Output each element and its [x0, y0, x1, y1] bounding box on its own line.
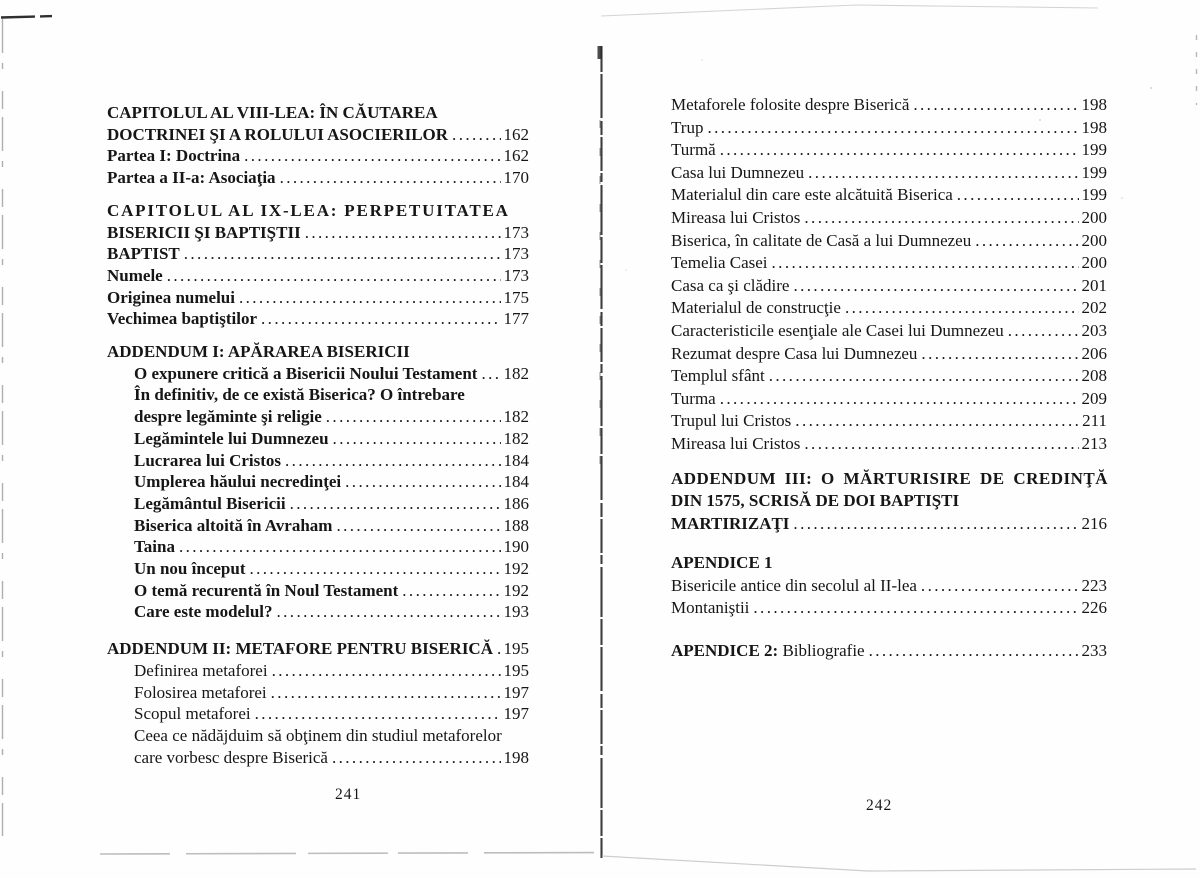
dot-leader — [272, 660, 501, 682]
toc-section — [671, 468, 1107, 536]
toc-section — [671, 552, 1107, 620]
bottom-left-page-edge — [100, 853, 599, 855]
toc-entry — [107, 167, 529, 189]
toc-entry-page: 208 — [1081, 366, 1107, 386]
toc-entry-title: Materialul din care este alcătuită Biserica — [671, 185, 953, 205]
dot-leader — [1008, 320, 1079, 343]
dot-leader — [913, 94, 1078, 117]
toc-entry — [671, 162, 1107, 185]
toc-entry-page: 202 — [1081, 298, 1107, 318]
toc-entry-page: 206 — [1081, 343, 1107, 363]
toc-entry-title: CAPITOLUL AL IX-LEA: PERPETUITATEA — [107, 200, 510, 220]
toc-entry — [107, 124, 529, 146]
toc-entry-page: 173 — [503, 222, 529, 242]
dot-leader — [285, 450, 500, 472]
dot-leader — [793, 513, 1078, 536]
toc-entry — [107, 493, 529, 515]
toc-entry-title: Biserica altoită în Avraham — [134, 515, 333, 535]
dot-leader — [845, 297, 1079, 320]
toc-entry-title: Definirea metaforei — [134, 660, 268, 680]
scan-speck — [701, 59, 703, 61]
toc-entry — [671, 575, 1107, 598]
dot-leader — [772, 252, 1079, 275]
toc-entry — [107, 580, 529, 602]
dot-leader — [921, 343, 1078, 366]
toc-entry-page: 213 — [1081, 433, 1107, 453]
toc-entry — [671, 552, 1107, 575]
dot-leader — [753, 597, 1078, 620]
toc-right-page-content — [671, 94, 1107, 663]
toc-entry — [671, 468, 1107, 491]
dot-leader — [869, 640, 1079, 663]
toc-entry-page: 209 — [1081, 388, 1107, 408]
toc-entry-title: Originea numelui — [107, 287, 235, 307]
toc-entry-title: APENDICE 1 — [671, 553, 773, 573]
toc-entry-page: 190 — [503, 537, 529, 557]
toc-entry — [107, 515, 529, 537]
toc-entry — [671, 597, 1107, 620]
toc-entry — [671, 513, 1107, 536]
toc-section — [671, 640, 1107, 663]
toc-entry-title: DIN 1575, SCRISĂ DE DOI BAPTIŞTI — [671, 491, 960, 511]
toc-entry — [671, 433, 1107, 456]
gutter-top-mark — [598, 46, 603, 59]
toc-entry-page: 198 — [1081, 117, 1107, 137]
toc-entry-title: BAPTIST — [107, 244, 180, 264]
toc-entry — [107, 703, 529, 725]
toc-entry-page: 197 — [503, 682, 529, 702]
toc-entry-page: 199 — [1081, 140, 1107, 160]
toc-entry — [107, 341, 529, 363]
toc-entry-page: 199 — [1081, 185, 1107, 205]
toc-entry-page: 223 — [1081, 575, 1107, 595]
toc-entry-page: 200 — [1081, 253, 1107, 273]
toc-entry-title: Templul sfânt — [671, 366, 765, 386]
toc-entry-title: ADDENDUM III: O MĂRTURISIRE DE CREDINŢĂ — [671, 468, 1109, 488]
toc-entry — [671, 184, 1107, 207]
dot-leader — [481, 363, 500, 385]
dot-leader — [452, 124, 500, 146]
top-right-page-edge — [601, 5, 1098, 16]
toc-entry — [107, 536, 529, 558]
toc-entry — [107, 265, 529, 287]
toc-entry-page: 173 — [503, 244, 529, 264]
dot-leader — [179, 536, 501, 558]
top-left-edge-line — [1, 16, 54, 18]
toc-entry — [671, 343, 1107, 366]
toc-entry-page: 182 — [503, 428, 529, 448]
toc-entry-page: 173 — [503, 265, 529, 285]
dot-leader — [244, 145, 500, 167]
toc-entry-title: DOCTRINEI ŞI A ROLULUI ASOCIERILOR — [107, 124, 449, 144]
dot-leader — [333, 428, 501, 450]
toc-entry-title: Casa lui Dumnezeu — [671, 162, 805, 182]
toc-entry — [107, 450, 529, 472]
toc-entry — [671, 490, 1107, 513]
dot-leader — [184, 243, 501, 265]
dot-leader — [255, 703, 501, 725]
toc-entry-title: MARTIRIZAŢI — [671, 513, 790, 533]
dot-leader — [720, 139, 1079, 162]
toc-entry-title: Taina — [134, 537, 175, 557]
toc-entry-page: 182 — [503, 363, 529, 383]
toc-entry-title: Bisericile antice din secolul al II-lea — [671, 575, 917, 595]
toc-entry-title: Partea a II-a: Asociaţia — [107, 168, 276, 188]
toc-entry-page: 195 — [503, 660, 529, 680]
page-number-right: 242 — [866, 797, 893, 814]
toc-entry-title: Ceea ce nădăjduim să obţinem din studiul metaforelor — [134, 725, 502, 745]
toc-entry-title: O temă recurentă în Noul Testament — [134, 580, 399, 600]
dot-leader — [808, 162, 1078, 185]
dot-leader — [720, 388, 1079, 411]
dot-leader — [402, 580, 500, 602]
dot-leader — [326, 406, 501, 428]
dot-leader — [239, 287, 501, 309]
toc-entry-title: ADDENDUM II: METAFORE PENTRU BISERICĂ — [107, 639, 493, 659]
toc-entry-title: Un nou început — [134, 559, 246, 579]
toc-entry-title: Biserica, în calitate de Casă a lui Dumnezeu — [671, 230, 972, 250]
toc-entry-title: Trup — [671, 117, 704, 137]
toc-entry-page: 188 — [503, 515, 529, 535]
toc-entry — [107, 363, 529, 385]
toc-entry — [671, 388, 1107, 411]
bottom-right-page-edge — [602, 856, 1196, 871]
toc-entry-title: Numele — [107, 265, 163, 285]
toc-entry-page: 162 — [503, 146, 529, 166]
toc-entry-title: Mireasa lui Cristos — [671, 207, 801, 227]
dot-leader — [769, 365, 1079, 388]
toc-entry-page: 186 — [503, 493, 529, 513]
toc-entry-title: ADDENDUM I: APĂRAREA BISERICII — [107, 342, 410, 362]
dot-leader — [921, 575, 1079, 598]
toc-entry — [107, 102, 529, 124]
toc-entry-title: Casa ca şi clădire — [671, 275, 790, 295]
toc-entry-title: Care este modelul? — [134, 602, 273, 622]
toc-entry-title: O expunere critică a Bisericii Noului Testament — [134, 363, 478, 383]
toc-entry-title: Rezumat despre Casa lui Dumnezeu — [671, 343, 918, 363]
toc-entry-page: 203 — [1081, 320, 1107, 340]
toc-entry — [107, 747, 529, 769]
toc-entry — [107, 384, 529, 406]
toc-entry — [107, 725, 529, 747]
toc-entry-page: 226 — [1081, 598, 1107, 618]
toc-entry-page: 192 — [503, 559, 529, 579]
toc-entry — [107, 638, 529, 660]
toc-entry-title: Montaniştii — [671, 598, 750, 618]
toc-entry-title: Mireasa lui Cristos — [671, 433, 801, 453]
toc-entry-page: 184 — [503, 450, 529, 470]
toc-entry-page: 182 — [503, 407, 529, 427]
dot-leader — [795, 410, 1079, 433]
toc-entry-title-prefix: APENDICE 2: — [671, 641, 779, 661]
toc-entry-page: 201 — [1081, 275, 1107, 295]
toc-entry-title: Vechimea baptiştilor — [107, 309, 258, 329]
toc-entry-title: despre legăminte şi religie — [134, 407, 322, 427]
toc-entry-page: 192 — [503, 580, 529, 600]
page-number-left: 241 — [335, 786, 362, 803]
dot-leader — [305, 222, 501, 244]
toc-entry-page: 175 — [503, 287, 529, 307]
dot-leader — [336, 515, 500, 537]
toc-entry-title: Folosirea metaforei — [134, 682, 267, 702]
toc-entry-page: 177 — [503, 309, 529, 329]
toc-entry-page: 198 — [1081, 95, 1107, 114]
toc-entry-title: Temelia Casei — [671, 253, 768, 273]
dot-leader — [290, 493, 501, 515]
dot-leader — [707, 117, 1078, 140]
toc-entry-title: Trupul lui Cristos — [671, 411, 792, 431]
dot-leader — [280, 167, 501, 189]
toc-entry — [671, 275, 1107, 298]
toc-entry — [671, 139, 1107, 162]
toc-entry — [671, 640, 1107, 663]
toc-entry-page: 184 — [503, 472, 529, 492]
toc-section — [107, 102, 529, 189]
toc-entry — [671, 320, 1107, 343]
toc-entry — [671, 297, 1107, 320]
dot-leader — [167, 265, 501, 287]
dot-leader — [804, 207, 1078, 230]
toc-entry-page: 233 — [1081, 641, 1107, 661]
toc-entry-page: 211 — [1082, 411, 1107, 431]
toc-entry-title: BISERICII ŞI BAPTIŞTII — [107, 222, 301, 242]
toc-entry-title: Umplerea hăului necredinţei — [134, 472, 342, 492]
toc-entry-title: Materialul de construcţie — [671, 298, 841, 318]
toc-entry-page: 195 — [503, 639, 529, 659]
toc-entry — [107, 287, 529, 309]
toc-entry-page: 216 — [1081, 513, 1107, 533]
toc-entry-page: 200 — [1081, 230, 1107, 250]
toc-entry — [107, 145, 529, 167]
toc-entry — [107, 308, 529, 330]
dot-leader — [497, 638, 501, 660]
toc-entry-title: APENDICE 2: Bibliografie — [671, 641, 865, 661]
toc-entry — [107, 601, 529, 623]
toc-section — [107, 341, 529, 623]
dot-leader — [261, 308, 500, 330]
toc-entry — [671, 117, 1107, 140]
toc-entry — [107, 660, 529, 682]
toc-entry — [107, 558, 529, 580]
toc-entry-title: Legămintele lui Dumnezeu — [134, 428, 329, 448]
dot-leader — [957, 184, 1079, 207]
toc-entry-title: Turma — [671, 388, 716, 408]
toc-entry-title: Lucrarea lui Cristos — [134, 450, 282, 470]
scan-speck — [1150, 87, 1152, 89]
toc-entry — [671, 410, 1107, 433]
toc-entry — [671, 365, 1107, 388]
dot-leader — [793, 275, 1078, 298]
toc-section — [671, 94, 1107, 456]
dot-leader — [277, 601, 501, 623]
toc-entry — [107, 222, 529, 244]
dot-leader — [804, 433, 1078, 456]
toc-entry-title: CAPITOLUL AL VIII-LEA: ÎN CĂUTAREA — [107, 103, 438, 122]
toc-entry — [107, 428, 529, 450]
toc-entry-title: Metaforele folosite despre Biserică — [671, 95, 910, 114]
toc-entry — [107, 200, 529, 222]
toc-entry — [107, 243, 529, 265]
toc-entry-title: Scopul metaforei — [134, 704, 251, 724]
toc-entry-title: Turmă — [671, 140, 716, 160]
toc-entry-page: 199 — [1081, 162, 1107, 182]
dot-leader — [249, 558, 500, 580]
toc-entry — [671, 230, 1107, 253]
toc-entry-page: 193 — [503, 602, 529, 622]
toc-entry — [671, 94, 1107, 117]
toc-entry-page: 198 — [503, 747, 529, 767]
toc-entry — [107, 471, 529, 493]
dot-leader — [332, 747, 501, 769]
toc-entry — [107, 682, 529, 704]
toc-entry-page: 197 — [503, 704, 529, 724]
toc-left-page-content — [107, 102, 529, 768]
toc-entry-title: Partea I: Doctrina — [107, 146, 241, 166]
toc-entry-page: 200 — [1081, 207, 1107, 227]
toc-entry-page: 162 — [503, 124, 529, 144]
toc-entry — [107, 406, 529, 428]
toc-entry — [671, 207, 1107, 230]
scan-speck — [625, 269, 627, 271]
toc-entry — [671, 252, 1107, 275]
toc-entry-title: care vorbesc despre Biserică — [134, 747, 328, 767]
toc-entry-title: În definitiv, de ce există Biserica? O întrebare — [134, 385, 465, 405]
dot-leader — [271, 682, 501, 704]
toc-section — [107, 200, 529, 330]
toc-entry-title: Caracteristicile esenţiale ale Casei lui Dumnezeu — [671, 320, 1004, 340]
toc-entry-page: 170 — [503, 168, 529, 188]
toc-section — [107, 638, 529, 768]
dot-leader — [975, 230, 1078, 253]
dot-leader — [345, 471, 500, 493]
toc-entry-title: Legământul Bisericii — [134, 493, 286, 513]
scan-speck — [1121, 197, 1123, 199]
